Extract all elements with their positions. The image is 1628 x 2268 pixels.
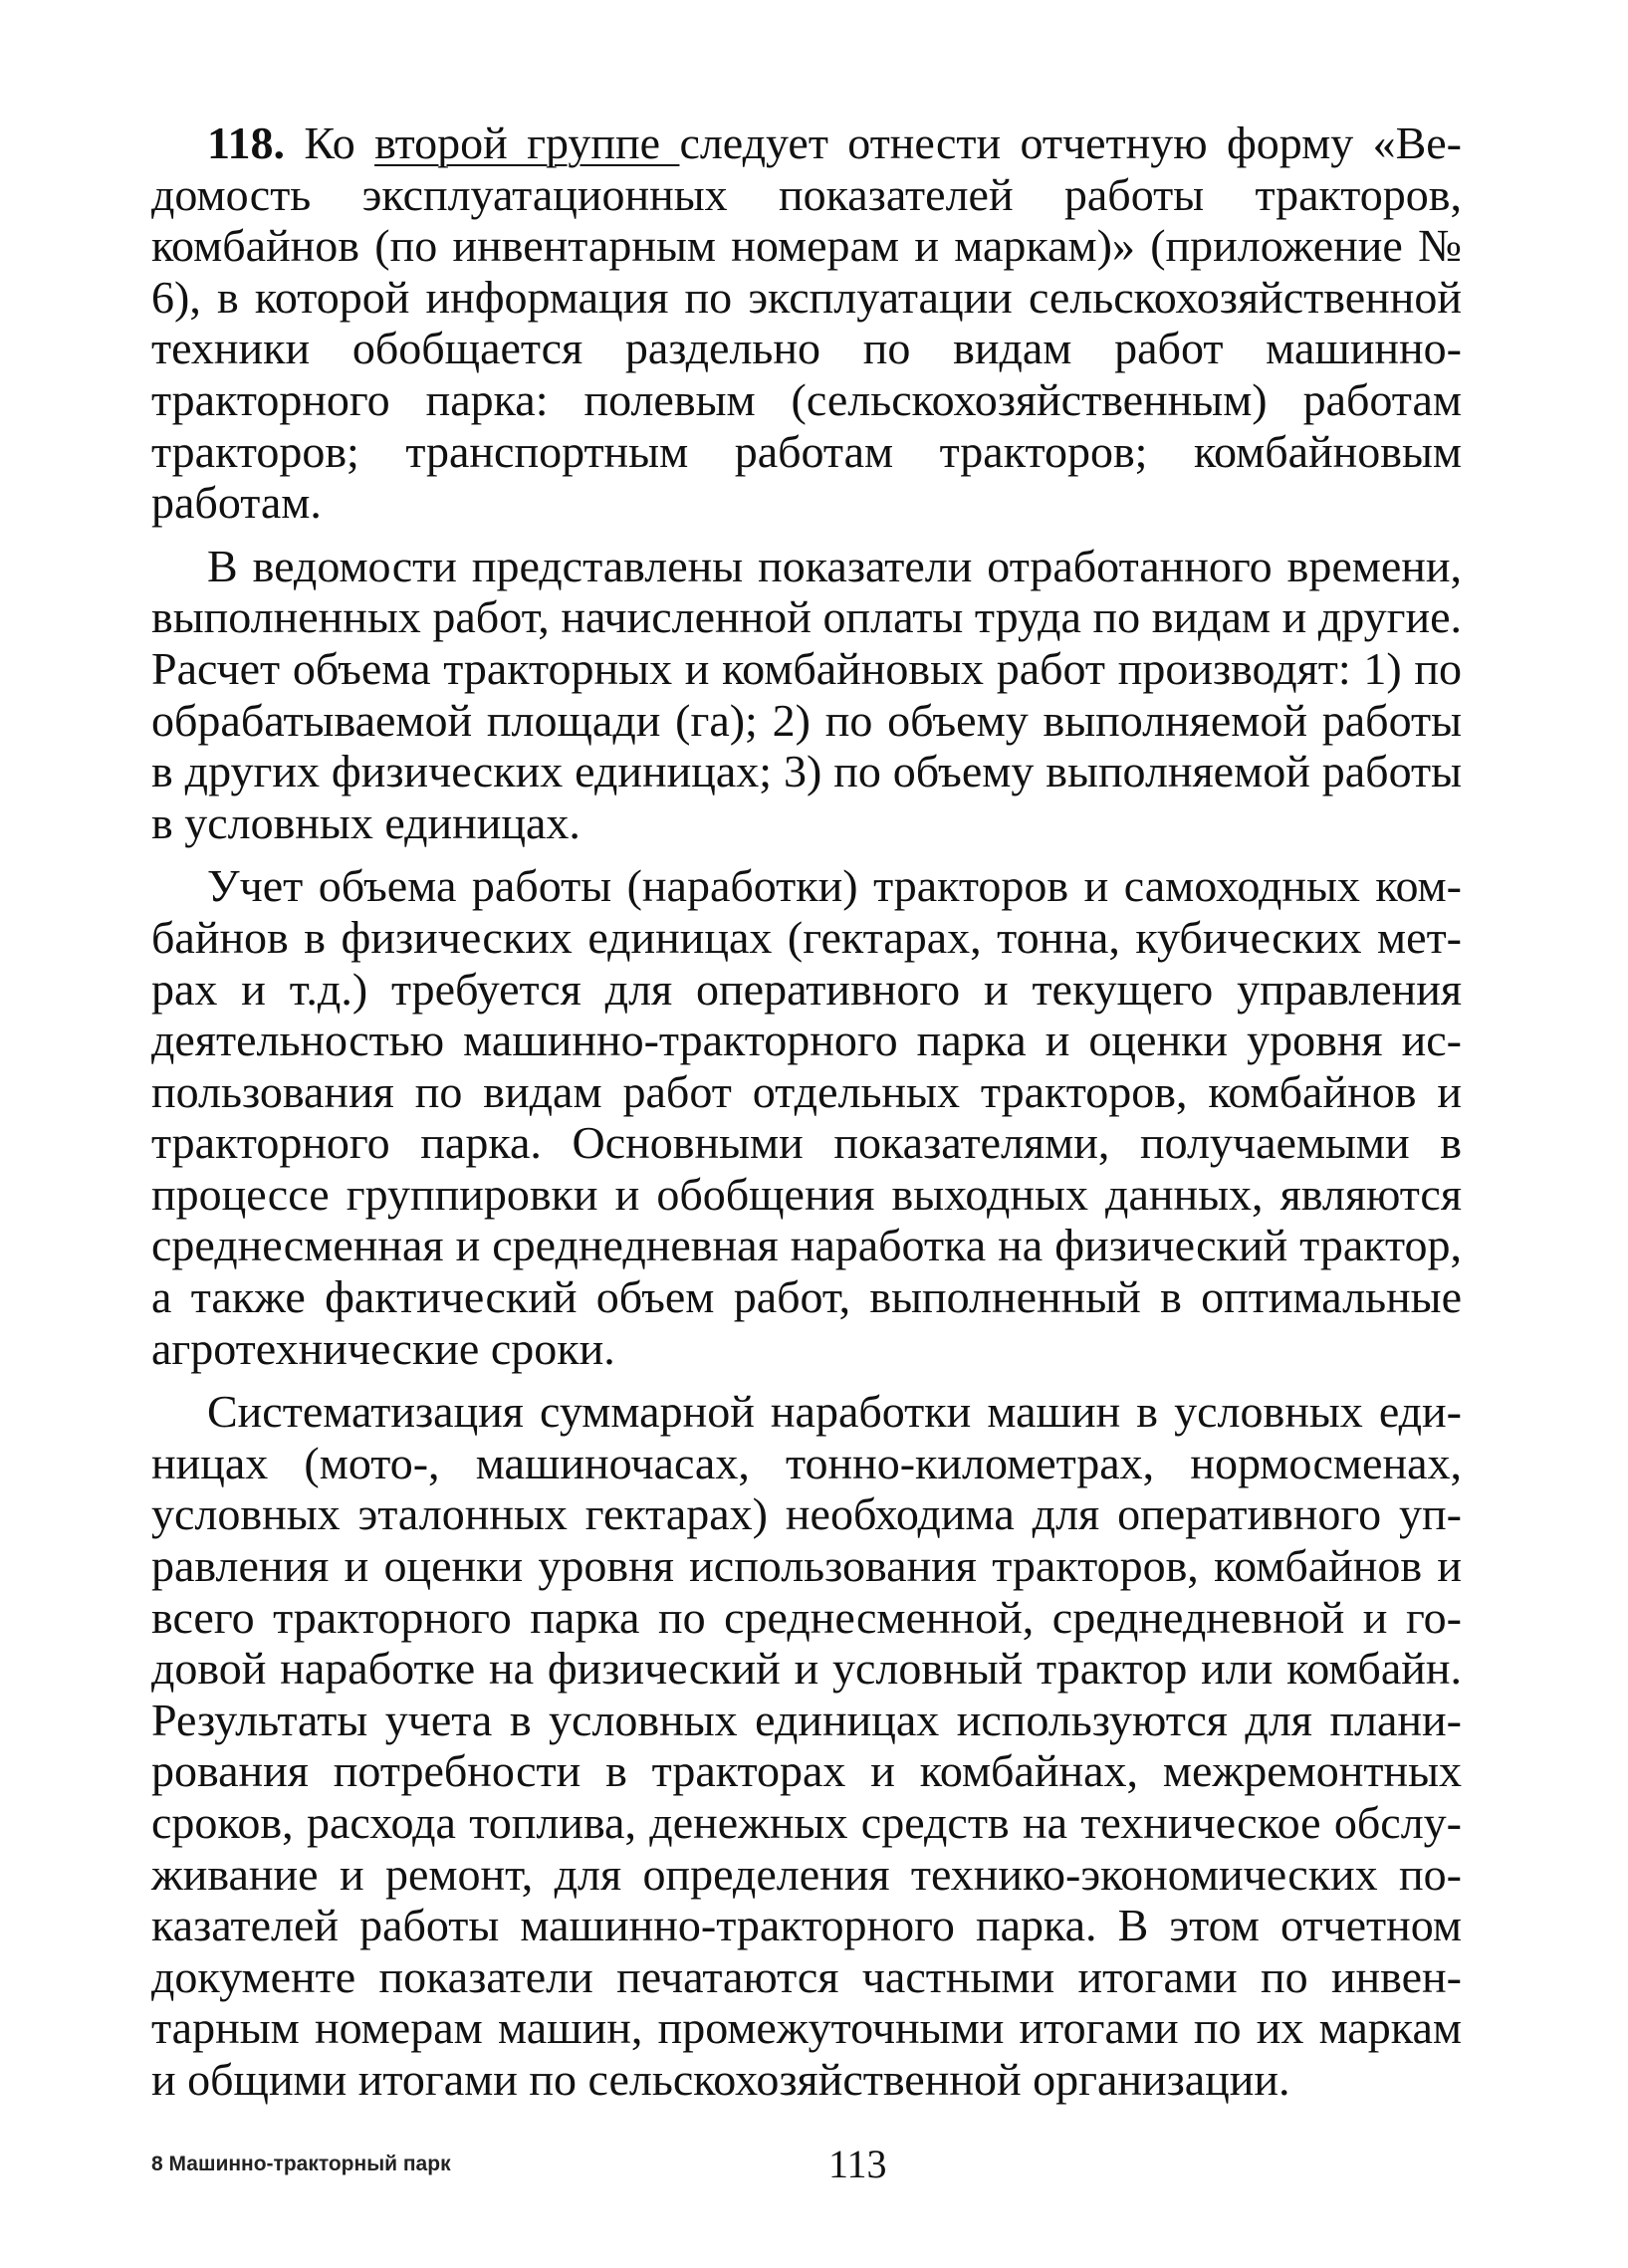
paragraph-118 [151, 117, 1462, 529]
signature-mark: 8 Машинно-тракторный парк [151, 2153, 451, 2175]
page-number: 113 [828, 2142, 887, 2186]
underlined-phrase: второй группе [374, 117, 680, 168]
paragraph-physical-units: Учет объема работы (наработки) тракторов и самоходных комбайнов в физических единицах (гектарах, тонна, кубических метрах и т.д.) требуется для оперативного и текущего управления деятельностью машинно-тракторного парка и оценки уровня использования по видам работ отдельных тракторов, комбайнов и тракторного парка. Основными показателями, получаемыми в процессе группировки и обобщения выходных данных, являются среднесменная и среднедневная наработка на физический трактор, а также фактический объем работ, выполненный в оптимальные агротехнические сроки. [151, 860, 1462, 1374]
document-page [151, 117, 1462, 2106]
paragraph-conditional-units: Систематизация суммарной наработки машин в условных единицах (мото-, машиночасах, тонно-километрах, нормосменах, условных эталонных гектарах) необходима для оперативного управления и оценки уровня использования тракторов, комбайнов и всего тракторного парка по среднесменной, среднедневной и годовой наработке на физический и условный трактор или комбайн. Результаты учета в условных единицах используются для планирования потребности в тракторах и комбайнах, межремонтных сроков, расхода топлива, денежных средств на техническое обслуживание и ремонт, для определения технико-экономических показателей работы машинно-тракторного парка. В этом отчетном документе показатели печатаются частными итогами по инвентарным номерам машин, промежуточными итогами по их маркам и общими итогами по сельскохозяйственной организации. [151, 1386, 1462, 2105]
paragraph-text: следует отнести отчетную форму «Ведомость эксплуатационных показателей работы тракторов, комбайнов (по инвентарным номерам и маркам)» (приложение № 6), в которой информация по эксплуатации сельскохозяйственной техники обобщается раздельно по видам работ машинно-тракторного парка: полевым (сельскохозяйственным) работам тракторов; транспортным работам тракторов; комбайновым работам. [151, 117, 1462, 529]
paragraph-lead: Ко [284, 117, 375, 168]
paragraph-statement-indicators: В ведомости представлены показатели отработанного времени, выполненных работ, начисленной оплаты труда по видам и другие. Расчет объема тракторных и комбайновых работ производят: 1) по обрабатываемой площади (га); 2) по объему выполняемой работы в других физических единицах; 3) по объему выполняемой работы в условных единицах. [151, 540, 1462, 848]
item-number: 118. [207, 117, 285, 168]
page-footer [151, 2141, 1462, 2200]
